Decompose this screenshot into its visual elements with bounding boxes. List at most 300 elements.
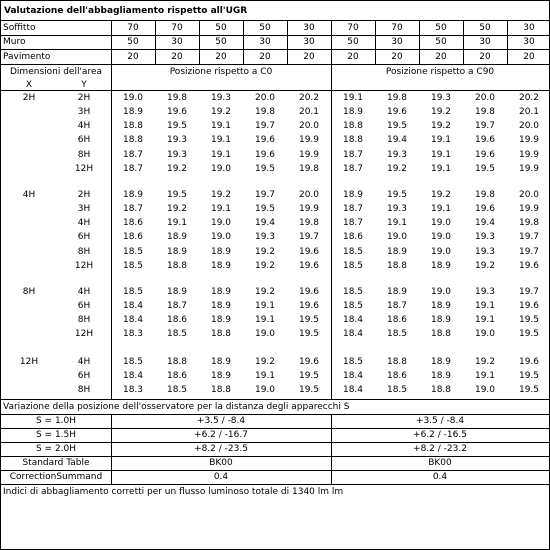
reflectance-value: 50 (127, 36, 139, 47)
ugr-value-c90: 18.4 (342, 329, 364, 340)
ugr-value-c0: 18.9 (166, 246, 188, 257)
ugr-value-c0: 19.6 (298, 286, 320, 297)
reflectance-value: 30 (523, 22, 535, 33)
ugr-value-c90: 19.0 (474, 329, 496, 340)
ugr-value-c90: 18.9 (386, 246, 408, 257)
ugr-value-c0: 18.9 (210, 370, 232, 381)
ugr-value-c90: 19.0 (430, 286, 452, 297)
reflectance-value: 20 (127, 51, 139, 62)
ugr-value-c0: 19.2 (254, 356, 276, 367)
ugr-value-c0: 19.1 (254, 300, 276, 311)
ugr-value-c0: 19.0 (254, 385, 276, 396)
y-dimension: 2H (77, 92, 91, 103)
reflectance-value: 50 (215, 22, 227, 33)
spacing-label: S = 1.5H (35, 430, 77, 440)
ugr-value-c0: 19.3 (166, 135, 188, 146)
reflectance-value: 30 (303, 36, 315, 47)
reflectance-value: 20 (391, 51, 403, 62)
ugr-value-c90: 19.6 (474, 149, 496, 160)
ugr-value-c90: 19.6 (518, 356, 540, 367)
ugr-value-c90: 19.1 (430, 164, 452, 174)
ugr-value-c90: 18.6 (386, 370, 408, 381)
ugr-value-c90: 19.0 (386, 232, 408, 243)
ugr-value-c0: 19.5 (166, 189, 188, 200)
ugr-value-c90: 19.5 (518, 370, 540, 381)
ugr-value-c90: 19.2 (430, 106, 452, 117)
ugr-value-c0: 20.2 (298, 92, 320, 103)
c90-header: Posizione rispetto a C90 (385, 66, 495, 77)
y-dimension: 12H (74, 261, 94, 271)
ugr-value-c90: 19.2 (474, 356, 496, 367)
ugr-value-c0: 18.6 (166, 370, 188, 381)
ugr-value-c90: 18.5 (342, 286, 364, 297)
ugr-value-c0: 19.5 (254, 164, 276, 174)
x-dimension: 12H (19, 356, 39, 367)
ugr-value-c0: 19.8 (298, 164, 320, 174)
ugr-value-c0: 19.1 (166, 218, 188, 229)
reflectance-value: 20 (215, 51, 227, 62)
ugr-value-c0: 18.9 (210, 246, 232, 257)
ugr-value-c0: 19.1 (254, 315, 276, 326)
variation-c90: +6.2 / -16.5 (413, 430, 467, 440)
ugr-value-c90: 18.7 (342, 149, 364, 160)
ugr-value-c0: 18.5 (122, 286, 144, 297)
reflectance-row (1, 49, 549, 64)
reflectance-value: 20 (347, 51, 359, 62)
ugr-value-c0: 18.7 (122, 149, 144, 160)
ugr-value-c0: 19.7 (254, 189, 276, 200)
variation-title-row (1, 400, 549, 414)
ugr-value-c90: 19.6 (474, 135, 496, 146)
y-dimension: 12H (74, 164, 94, 174)
ugr-value-c90: 19.1 (474, 370, 496, 381)
ugr-value-c90: 19.8 (518, 218, 540, 229)
table-row (1, 314, 549, 328)
y-label: Y (81, 79, 87, 90)
y-dimension: 8H (77, 246, 91, 257)
reflectance-value: 30 (479, 36, 491, 47)
ugr-value-c90: 18.7 (386, 300, 408, 311)
reflectance-value: 30 (523, 36, 535, 47)
ugr-value-c0: 19.9 (298, 135, 320, 146)
ugr-value-c90: 18.5 (342, 300, 364, 311)
ugr-value-c90: 19.3 (474, 232, 496, 243)
ugr-value-c0: 19.3 (210, 92, 232, 103)
ugr-value-c0: 18.8 (210, 329, 232, 340)
ugr-value-c90: 19.4 (474, 218, 496, 229)
variation-row (1, 414, 549, 428)
ugr-value-c0: 18.8 (210, 385, 232, 396)
ugr-value-c0: 19.9 (298, 149, 320, 160)
ugr-value-c90: 18.7 (342, 203, 364, 214)
ugr-value-c90: 18.4 (342, 315, 364, 326)
ugr-value-c0: 19.4 (254, 218, 276, 229)
reflectance-value: 50 (435, 22, 447, 33)
ugr-value-c0: 19.8 (254, 106, 276, 117)
ugr-value-c0: 19.2 (210, 106, 232, 117)
y-dimension: 3H (77, 106, 91, 117)
ugr-value-c90: 19.6 (386, 106, 408, 117)
ugr-value-c0: 19.5 (298, 329, 320, 340)
ugr-value-c90: 19.9 (518, 164, 540, 174)
ugr-value-c90: 19.5 (518, 385, 540, 396)
ugr-value-c90: 18.9 (342, 189, 364, 200)
table-row (1, 328, 549, 342)
ugr-value-c90: 19.0 (430, 246, 452, 257)
reflectance-label: Muro (3, 36, 26, 47)
y-dimension: 12H (74, 329, 94, 340)
table-row (1, 105, 549, 119)
reflectance-value: 30 (303, 22, 315, 33)
ugr-value-c0: 19.1 (254, 370, 276, 381)
y-dimension: 8H (77, 149, 91, 160)
ugr-value-c90: 18.9 (386, 286, 408, 297)
ugr-value-c0: 18.8 (166, 356, 188, 367)
ugr-value-c0: 19.1 (210, 135, 232, 146)
ugr-value-c90: 18.9 (430, 261, 452, 271)
reflectance-value: 70 (347, 22, 359, 33)
table-title: Valutazione dell'abbagliamento rispetto all'UGR (4, 5, 248, 16)
ugr-value-c0: 19.2 (210, 189, 232, 200)
y-dimension: 8H (77, 315, 91, 326)
table-row (1, 299, 549, 313)
ugr-value-c0: 19.5 (254, 203, 276, 214)
ugr-value-c90: 19.3 (474, 246, 496, 257)
ugr-value-c90: 19.1 (430, 135, 452, 146)
ugr-value-c0: 19.7 (298, 232, 320, 243)
ugr-value-c0: 18.6 (166, 315, 188, 326)
ugr-value-c0: 18.9 (166, 286, 188, 297)
variation-row (1, 442, 549, 456)
variation-c0: +3.5 / -8.4 (196, 416, 246, 426)
ugr-value-c0: 18.5 (166, 385, 188, 396)
ugr-value-c90: 18.8 (430, 329, 452, 340)
ugr-value-c0: 18.8 (166, 261, 188, 271)
table-row (1, 188, 549, 202)
reflectance-value: 30 (391, 36, 403, 47)
y-dimension: 4H (77, 286, 91, 297)
ugr-value-c90: 18.9 (430, 315, 452, 326)
reflectance-value: 20 (259, 51, 271, 62)
ugr-value-c90: 18.5 (342, 356, 364, 367)
ugr-value-c0: 18.8 (122, 121, 144, 132)
reflectance-value: 20 (523, 51, 535, 62)
table-row (1, 120, 549, 134)
ugr-value-c90: 19.1 (474, 315, 496, 326)
reflectance-value: 50 (435, 36, 447, 47)
spacing-label: S = 1.0H (35, 416, 77, 426)
ugr-value-c90: 18.9 (430, 300, 452, 311)
ugr-value-c90: 19.5 (518, 315, 540, 326)
ugr-value-c90: 18.6 (386, 315, 408, 326)
ugr-value-c90: 19.5 (518, 329, 540, 340)
ugr-value-c0: 19.6 (254, 149, 276, 160)
dims-header: Dimensioni dell'area (10, 66, 102, 77)
ugr-value-c90: 19.2 (430, 121, 452, 132)
ugr-value-c90: 19.5 (386, 189, 408, 200)
ugr-value-c90: 19.2 (386, 164, 408, 174)
reflectance-value: 20 (479, 51, 491, 62)
ugr-value-c0: 18.5 (122, 356, 144, 367)
footer-note-row (1, 485, 549, 499)
ugr-value-c0: 18.8 (122, 135, 144, 146)
ugr-value-c90: 19.1 (386, 218, 408, 229)
ugr-value-c0: 19.2 (254, 286, 276, 297)
table-row (1, 245, 549, 259)
ugr-value-c90: 19.5 (386, 121, 408, 132)
reflectance-value: 30 (259, 36, 271, 47)
ugr-value-c90: 20.0 (474, 92, 496, 103)
y-dimension: 6H (77, 232, 91, 243)
ugr-value-c90: 19.9 (518, 135, 540, 146)
ugr-value-c0: 18.9 (210, 315, 232, 326)
table-row (1, 384, 549, 398)
standard-table-label: Standard Table (22, 458, 90, 468)
ugr-value-c0: 18.6 (122, 232, 144, 243)
ugr-value-c0: 18.3 (122, 329, 144, 340)
ugr-value-c90: 19.1 (342, 92, 364, 103)
ugr-value-c0: 18.9 (122, 189, 144, 200)
y-dimension: 8H (77, 385, 91, 396)
ugr-value-c90: 18.7 (342, 164, 364, 174)
ugr-value-c90: 19.4 (386, 135, 408, 146)
ugr-value-c0: 19.0 (122, 92, 144, 103)
correction-summand-label: CorrectionSummand (9, 472, 103, 482)
ugr-value-c90: 19.1 (430, 203, 452, 214)
ugr-value-c0: 18.5 (166, 329, 188, 340)
ugr-value-c0: 19.2 (166, 164, 188, 174)
ugr-value-c90: 19.3 (430, 92, 452, 103)
table-row (1, 202, 549, 216)
ugr-value-c90: 19.6 (518, 300, 540, 311)
ugr-value-c0: 18.4 (122, 315, 144, 326)
ugr-value-c0: 19.0 (210, 164, 232, 174)
ugr-value-c0: 19.2 (254, 246, 276, 257)
y-dimension: 4H (77, 356, 91, 367)
table-row (1, 91, 549, 105)
variation-c90: +8.2 / -23.2 (413, 444, 467, 454)
ugr-value-c0: 19.5 (298, 315, 320, 326)
ugr-value-c90: 18.5 (386, 385, 408, 396)
reflectance-value: 20 (303, 51, 315, 62)
ugr-value-c90: 19.8 (474, 106, 496, 117)
reflectance-value: 20 (435, 51, 447, 62)
ugr-value-c0: 18.9 (210, 300, 232, 311)
ugr-value-c0: 18.7 (122, 203, 144, 214)
spacing-label: S = 2.0H (35, 444, 77, 454)
ugr-value-c0: 19.3 (166, 149, 188, 160)
ugr-value-c0: 19.6 (254, 135, 276, 146)
variation-title: Variazione della posizione dell'osservatore per la distanza degli apparecchi S (3, 402, 350, 412)
variation-row (1, 428, 549, 442)
ugr-value-c90: 18.9 (430, 370, 452, 381)
ugr-value-c90: 18.8 (430, 385, 452, 396)
reflectance-row (1, 20, 549, 35)
reflectance-row (1, 34, 549, 49)
ugr-value-c90: 18.5 (342, 246, 364, 257)
ugr-value-c90: 20.0 (518, 121, 540, 132)
ugr-value-c0: 19.2 (166, 203, 188, 214)
ugr-value-c0: 18.4 (122, 370, 144, 381)
variation-c0: +6.2 / -16.7 (194, 430, 248, 440)
reflectance-label: Soffitto (3, 22, 36, 33)
correction-summand-c90: 0.4 (432, 472, 448, 482)
ugr-value-c0: 19.3 (254, 232, 276, 243)
reflectance-label: Pavimento (3, 51, 51, 62)
ugr-value-c0: 19.8 (298, 218, 320, 229)
variation-c0: +8.2 / -23.5 (194, 444, 248, 454)
ugr-value-c90: 19.7 (518, 232, 540, 243)
x-dimension: 4H (22, 189, 36, 200)
ugr-value-c0: 19.6 (298, 246, 320, 257)
correction-summand-c0: 0.4 (213, 472, 229, 482)
y-dimension: 3H (77, 203, 91, 214)
ugr-value-c0: 18.7 (166, 300, 188, 311)
table-row (1, 148, 549, 162)
ugr-value-c90: 18.5 (342, 261, 364, 271)
ugr-value-c0: 19.2 (254, 261, 276, 271)
table-row (1, 369, 549, 383)
reflectance-value: 70 (171, 22, 183, 33)
ugr-value-c90: 18.4 (342, 385, 364, 396)
table-title-row (1, 1, 549, 20)
ugr-value-c90: 20.0 (518, 189, 540, 200)
ugr-value-c0: 19.8 (166, 92, 188, 103)
ugr-value-c0: 19.0 (210, 232, 232, 243)
ugr-value-c0: 18.6 (122, 218, 144, 229)
ugr-value-c0: 19.6 (166, 106, 188, 117)
ugr-value-c0: 18.9 (210, 261, 232, 271)
ugr-value-c0: 19.6 (298, 300, 320, 311)
reflectance-value: 70 (391, 22, 403, 33)
reflectance-value: 30 (171, 36, 183, 47)
reflectance-value: 50 (259, 22, 271, 33)
ugr-value-c90: 19.1 (430, 149, 452, 160)
correction-summand-row (1, 470, 549, 484)
ugr-value-c90: 18.9 (430, 356, 452, 367)
x-label: X (25, 79, 33, 90)
ugr-value-c0: 19.6 (298, 356, 320, 367)
ugr-value-c90: 19.6 (518, 261, 540, 271)
x-dimension: 8H (22, 286, 36, 297)
y-dimension: 4H (77, 218, 91, 229)
ugr-value-c90: 19.7 (518, 246, 540, 257)
ugr-value-c90: 19.9 (518, 149, 540, 160)
ugr-value-c90: 18.6 (342, 232, 364, 243)
ugr-value-c0: 18.9 (166, 232, 188, 243)
ugr-value-c90: 19.9 (518, 203, 540, 214)
table-row (1, 163, 549, 177)
reflectance-value: 50 (215, 36, 227, 47)
ugr-value-c90: 19.3 (386, 203, 408, 214)
ugr-value-c0: 18.3 (122, 385, 144, 396)
y-dimension: 6H (77, 135, 91, 146)
ugr-value-c0: 19.0 (210, 218, 232, 229)
c0-header: Posizione rispetto a C0 (169, 66, 273, 77)
x-dimension: 2H (22, 92, 36, 103)
variation-c90: +3.5 / -8.4 (415, 416, 465, 426)
y-dimension: 2H (77, 189, 91, 200)
reflectance-value: 70 (127, 22, 139, 33)
ugr-value-c0: 19.5 (298, 385, 320, 396)
ugr-value-c90: 18.4 (342, 370, 364, 381)
reflectance-value: 20 (171, 51, 183, 62)
ugr-value-c90: 19.3 (474, 286, 496, 297)
ugr-value-c0: 19.9 (298, 203, 320, 214)
table-row (1, 260, 549, 274)
ugr-value-c90: 20.2 (518, 92, 540, 103)
ugr-value-c0: 19.6 (298, 261, 320, 271)
ugr-value-c0: 18.9 (210, 356, 232, 367)
reflectance-value: 50 (479, 22, 491, 33)
ugr-value-c0: 18.5 (122, 261, 144, 271)
ugr-value-c0: 20.0 (254, 92, 276, 103)
ugr-value-c90: 19.2 (430, 189, 452, 200)
ugr-value-c0: 18.5 (122, 246, 144, 257)
ugr-value-c90: 18.9 (342, 106, 364, 117)
ugr-value-c0: 18.4 (122, 300, 144, 311)
table-row (1, 217, 549, 231)
ugr-value-c90: 19.7 (518, 286, 540, 297)
ugr-value-c90: 19.6 (474, 203, 496, 214)
ugr-value-c90: 19.8 (474, 189, 496, 200)
y-dimension: 6H (77, 370, 91, 381)
ugr-value-c0: 19.1 (210, 121, 232, 132)
ugr-value-c0: 19.5 (298, 370, 320, 381)
ugr-value-c0: 18.9 (122, 106, 144, 117)
ugr-value-c90: 18.8 (386, 261, 408, 271)
ugr-value-c90: 19.7 (474, 121, 496, 132)
ugr-value-c90: 18.8 (342, 121, 364, 132)
ugr-value-c0: 20.0 (298, 189, 320, 200)
table-row (1, 134, 549, 148)
ugr-value-c0: 20.0 (298, 121, 320, 132)
ugr-value-c0: 19.5 (166, 121, 188, 132)
header-row-positions (1, 64, 549, 79)
ugr-value-c90: 19.5 (474, 164, 496, 174)
ugr-value-c90: 19.0 (430, 232, 452, 243)
standard-table-c90: BK00 (428, 458, 452, 468)
table-row (1, 285, 549, 299)
y-dimension: 4H (77, 121, 91, 132)
ugr-value-c0: 19.1 (210, 203, 232, 214)
table-row (1, 355, 549, 369)
standard-table-c0: BK00 (209, 458, 233, 468)
ugr-value-c0: 18.9 (210, 286, 232, 297)
ugr-value-c90: 18.5 (386, 329, 408, 340)
ugr-value-c0: 20.1 (298, 106, 320, 117)
standard-table-row (1, 456, 549, 470)
ugr-value-c90: 19.0 (430, 218, 452, 229)
ugr-value-c90: 19.2 (474, 261, 496, 271)
ugr-value-c0: 19.7 (254, 121, 276, 132)
ugr-value-c90: 20.1 (518, 106, 540, 117)
ugr-value-c90: 19.8 (386, 92, 408, 103)
y-dimension: 6H (77, 300, 91, 311)
ugr-value-c90: 19.0 (474, 385, 496, 396)
ugr-value-c90: 18.7 (342, 218, 364, 229)
ugr-value-c90: 19.1 (474, 300, 496, 311)
ugr-value-c0: 18.7 (122, 164, 144, 174)
table-row (1, 231, 549, 245)
ugr-value-c90: 19.3 (386, 149, 408, 160)
ugr-value-c90: 18.8 (342, 135, 364, 146)
footer-note: Indici di abbagliamento corretti per un flusso luminoso totale di 1340 lm lm (3, 487, 344, 497)
ugr-value-c0: 19.0 (254, 329, 276, 340)
ugr-value-c0: 19.1 (210, 149, 232, 160)
reflectance-value: 50 (347, 36, 359, 47)
ugr-value-c90: 18.8 (386, 356, 408, 367)
